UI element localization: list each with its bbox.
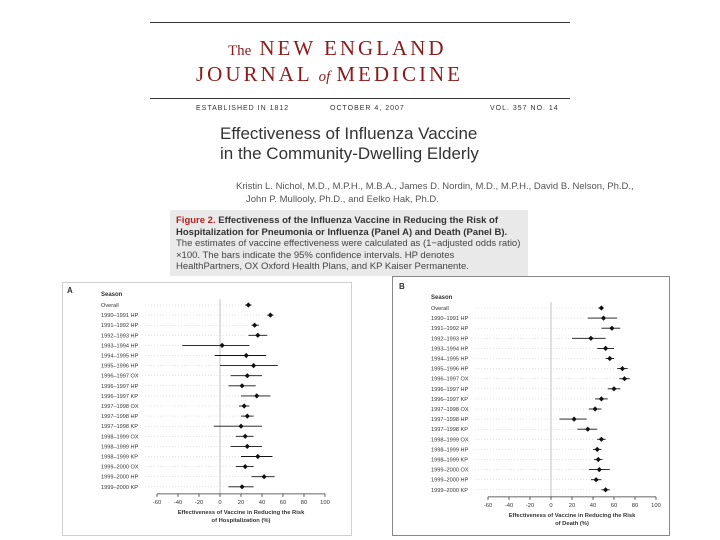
panel-b-estimate-marker	[595, 447, 600, 452]
panel-b-estimate-marker	[596, 457, 601, 462]
panel-b-x-tick-label: -40	[504, 502, 514, 509]
masthead-of: of	[318, 69, 331, 85]
masthead-line-1	[228, 36, 447, 61]
panel-a-x-tick-label: 40	[258, 499, 266, 506]
panel-a-row-label: 1999–2000 OX	[101, 464, 139, 471]
forest-plot-b	[393, 277, 669, 535]
panel-a-estimate-marker	[268, 313, 273, 318]
panel-a-row-label: 1996–1997 HP	[101, 383, 139, 390]
panel-b-estimate-marker	[572, 417, 577, 422]
panel-a-x-tick-label: -60	[152, 499, 162, 506]
panel-a-season-header: Season	[101, 291, 123, 298]
panel-a-estimate-marker	[246, 302, 251, 307]
panel-a-row-label: 1994–1995 HP	[101, 353, 139, 360]
panel-a-x-tick-label: 60	[279, 499, 287, 506]
panel-a-row-label: 1997–1998 KP	[101, 424, 139, 431]
figure-caption	[170, 210, 528, 276]
panel-b-row-label: 1996–1997 OX	[431, 376, 469, 383]
masthead-new-england: NEW ENGLAND	[259, 36, 447, 60]
panel-b-row-label: 1998–1999 OX	[431, 437, 469, 444]
panel-a-x-tick-label: -20	[194, 499, 204, 506]
panel-b-row-label: 1991–1992 HP	[431, 326, 469, 333]
panel-b-estimate-marker	[620, 366, 625, 371]
panel-a-estimate-marker	[238, 424, 243, 429]
panel-b-estimate-marker	[607, 356, 612, 361]
panel-a-x-tick-label: 0	[218, 499, 222, 506]
panel-b-estimate-marker	[603, 487, 608, 492]
panel-a-x-axis-label-1: Effectiveness of Vaccine in Reducing the Risk	[177, 509, 305, 516]
panel-b-estimate-marker	[599, 396, 604, 401]
panel-b-x-tick-label: -20	[525, 502, 535, 509]
panel-b-estimate-marker	[603, 346, 608, 351]
panel-b-estimate-marker	[599, 437, 604, 442]
panel-a-row-label: 1997–1998 HP	[101, 414, 139, 421]
panel-a-row-label: Overall	[101, 303, 119, 309]
article-authors	[236, 180, 656, 206]
panel-a-hospitalization	[62, 282, 352, 536]
panel-b-x-tick-label: 40	[589, 502, 597, 509]
figure-label: Figure 2.	[176, 215, 216, 226]
panel-b-season-header: Season	[431, 294, 453, 301]
panel-b-row-label: 1998–1999 HP	[431, 447, 469, 454]
panel-b-estimate-marker	[597, 467, 602, 472]
panel-b-x-tick-label: 100	[651, 502, 661, 509]
panel-b-estimate-marker	[593, 406, 598, 411]
figure-title: Effectiveness of the Influenza Vaccine in Reducing the Risk of Hospitalization for Pneumonia or Influenza (Panel A) and Death (Panel B).	[176, 215, 508, 238]
panel-a-x-tick-label: -40	[173, 499, 183, 506]
masthead-journal: JOURNAL	[196, 62, 313, 86]
article-title-line-1: Effectiveness of Influenza Vaccine	[220, 124, 478, 143]
panel-b-estimate-marker	[585, 427, 590, 432]
panel-b-estimate-marker	[611, 386, 616, 391]
volume-number: VOL. 357 NO. 14	[490, 105, 559, 112]
panel-a-x-tick-label: 20	[237, 499, 245, 506]
panel-a-row-label: 1999–2000 HP	[101, 474, 139, 481]
panel-b-row-label: 1998–1999 KP	[431, 457, 469, 464]
panel-a-estimate-marker	[242, 403, 247, 408]
panel-a-row-label: 1998–1999 KP	[101, 454, 139, 461]
panel-b-x-axis-label-1: Effectiveness of Vaccine in Reducing the Risk	[508, 512, 636, 519]
panel-a-estimate-marker	[244, 353, 249, 358]
panel-a-estimate-marker	[255, 454, 260, 459]
panel-b-row-label: 1997–1998 HP	[431, 417, 469, 424]
article-title	[220, 124, 479, 164]
panel-b-row-label: 1999–2000 OX	[431, 467, 469, 474]
panel-a-estimate-marker	[262, 474, 267, 479]
panel-b-row-label: 1990–1991 HP	[431, 316, 469, 323]
panel-a-estimate-marker	[251, 363, 256, 368]
masthead-bottom-rule	[150, 98, 570, 99]
panel-b-row-label: 1994–1995 HP	[431, 356, 469, 363]
authors-line-1: Kristin L. Nichol, M.D., M.P.H., M.B.A., James D. Nordin, M.D., M.P.H., David B. Nelson, Ph.D.,	[236, 181, 634, 192]
panel-b-x-tick-label: -60	[483, 502, 493, 509]
panel-b-row-label: 1996–1997 KP	[431, 396, 469, 403]
panel-a-x-axis-label-2: of Hospitalization (%)	[211, 517, 271, 524]
panel-b-x-tick-label: 60	[610, 502, 618, 509]
panel-a-row-label: 1998–1999 HP	[101, 444, 139, 451]
panel-a-row-label: 1990–1991 HP	[101, 313, 139, 320]
panel-a-row-label: 1996–1997 OX	[101, 373, 139, 380]
panel-b-estimate-marker	[599, 305, 604, 310]
panel-a-estimate-marker	[243, 434, 248, 439]
panel-a-estimate-marker	[243, 464, 248, 469]
panel-b-row-label: 1996–1997 HP	[431, 386, 469, 393]
panel-b-x-tick-label: 0	[549, 502, 553, 509]
panel-a-estimate-marker	[245, 414, 250, 419]
panel-a-row-label: 1991–1992 HP	[101, 323, 139, 330]
forest-plot-a	[63, 283, 351, 535]
authors-line-2: John P. Mullooly, Ph.D., and Eelko Hak, Ph.D.	[246, 194, 439, 205]
masthead-line-2	[196, 62, 463, 87]
panel-a-estimate-marker	[239, 484, 244, 489]
panel-b-row-label: 1997–1998 OX	[431, 407, 469, 413]
panel-a-x-tick-label: 80	[300, 499, 308, 506]
panel-a-row-label: 1995–1996 HP	[101, 363, 139, 370]
panel-b-estimate-marker	[588, 336, 593, 341]
panel-b-row-label: 1995–1996 HP	[431, 366, 469, 373]
panel-a-row-label: 1992–1993 HP	[101, 333, 139, 340]
panel-b-row-label: 1999–2000 KP	[431, 487, 469, 494]
panel-a-estimate-marker	[254, 393, 259, 398]
journal-masthead	[150, 22, 570, 114]
panel-a-row-label: 1998–1999 OX	[101, 434, 139, 441]
panel-b-x-tick-label: 80	[631, 502, 639, 509]
panel-b-death	[392, 276, 670, 536]
panel-b-x-axis-label-2: of Death (%)	[555, 520, 589, 527]
panel-a-row-label: 1997–1998 OX	[101, 404, 139, 410]
issue-date: OCTOBER 4, 2007	[330, 105, 405, 112]
panel-b-label: B	[399, 282, 405, 291]
panel-a-label: A	[67, 286, 73, 295]
panel-a-estimate-marker	[245, 373, 250, 378]
panel-b-x-tick-label: 20	[568, 502, 576, 509]
panel-b-row-label: 1997–1998 KP	[431, 427, 469, 434]
panel-b-row-label: Overall	[431, 306, 449, 312]
panel-a-row-label: 1993–1994 HP	[101, 343, 139, 350]
panel-b-estimate-marker	[594, 477, 599, 482]
panel-a-row-label: 1996–1997 KP	[101, 393, 139, 400]
figure-caption-body: The estimates of vaccine effectiveness were calculated as (1−adjusted odds ratio) ×100. The bars indicate the 95% confidence intervals. HP denotes HealthPartners, OX Oxford Health Plans, and KP Kaiser Permanente.	[176, 238, 521, 272]
panel-a-estimate-marker	[245, 444, 250, 449]
panel-b-estimate-marker	[601, 316, 606, 321]
masthead-medicine: MEDICINE	[336, 62, 463, 86]
article-title-line-2: in the Community-Dwelling Elderly	[220, 144, 479, 163]
established-line: ESTABLISHED IN 1812	[196, 105, 290, 112]
panel-b-row-label: 1992–1993 HP	[431, 336, 469, 343]
panel-b-row-label: 1993–1994 HP	[431, 346, 469, 353]
panel-a-estimate-marker	[239, 383, 244, 388]
panel-b-estimate-marker	[609, 326, 614, 331]
masthead-the: The	[228, 43, 252, 59]
panel-b-estimate-marker	[622, 376, 627, 381]
masthead-top-rule	[150, 22, 570, 23]
panel-b-row-label: 1999–2000 HP	[431, 477, 469, 484]
panel-a-estimate-marker	[255, 333, 260, 338]
panel-a-estimate-marker	[252, 323, 257, 328]
panel-a-row-label: 1999–2000 KP	[101, 484, 139, 491]
panel-a-x-tick-label: 100	[320, 499, 330, 506]
